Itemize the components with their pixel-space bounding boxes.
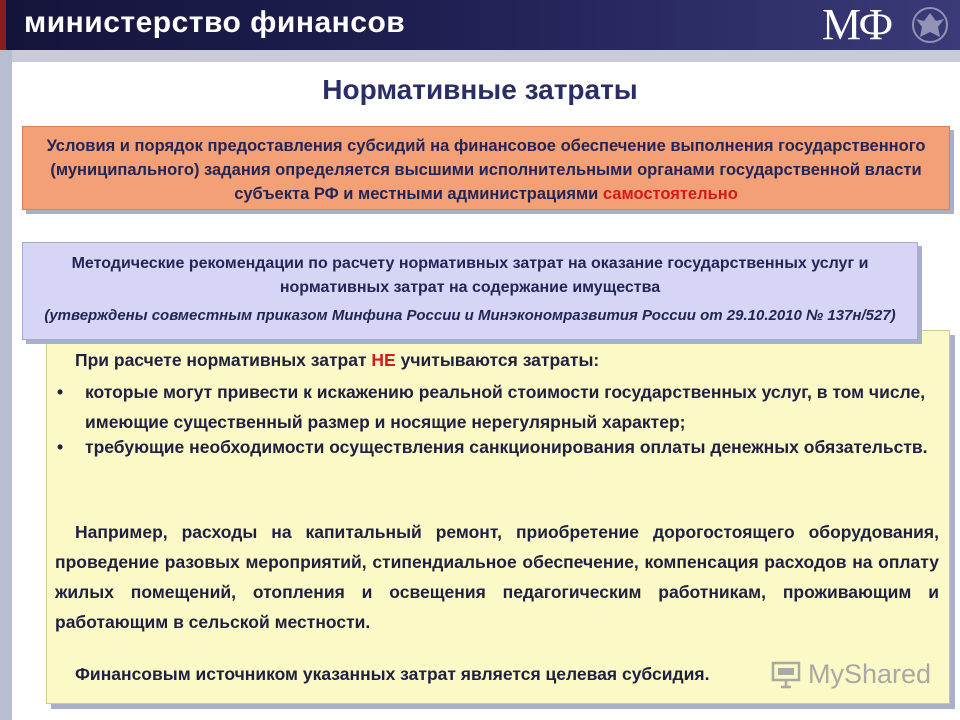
details-box: [46, 330, 950, 704]
header-bar: [0, 0, 960, 50]
header-shadow-band: [0, 50, 960, 62]
list-item: [57, 432, 937, 462]
funding-source-text: Финансовым источником указанных затрат является целевая субсидия.: [75, 664, 710, 684]
list-item: [57, 377, 937, 437]
intro-after: учитываются затраты:: [400, 350, 600, 370]
intro-highlight: НЕ: [371, 350, 396, 370]
example-paragraph: Например, расходы на капитальный ремонт, приобретение дорогостоящего оборудования, проведение разовых мероприятий, стипендиальное обеспечение, компенсация расходов на оплату жилых помещений, отопления и освещения педагогическим работникам, проживающим и работающим в сельской местности.: [55, 522, 939, 632]
conditions-text: Условия и порядок предоставления субсидий на финансовое обеспечение выполнения государственного (муниципального) задания определяется высшими исполнительными органами государственной власти субъекта РФ и местными администрациями: [46, 137, 926, 203]
conditions-highlight: самостоятельно: [602, 185, 738, 203]
watermark-text: MyShared: [808, 659, 932, 689]
bullet-icon: •: [57, 437, 64, 457]
bullet-text: требующие необходимости осуществления санкционирования оплаты денежных обязательств.: [85, 437, 928, 457]
myshared-watermark: [770, 658, 940, 692]
left-decor-bar: [0, 50, 12, 720]
intro-before: При расчете нормативных затрат: [75, 350, 367, 370]
conditions-box: [22, 126, 950, 210]
eagle-emblem-icon: [910, 5, 950, 45]
bullet-text: которые могут привести к искажению реальной стоимости государственных услуг, в том числе, имеющие существенный размер и носящие нерегулярный характер;: [85, 382, 926, 432]
recommendations-note: (утверждены совместным приказом Минфина России и Минэкономразвития России от 29.10.2010 № 137н/527): [44, 307, 896, 324]
page-title: Нормативные затраты: [322, 74, 638, 105]
ministry-title: министерство финансов: [24, 6, 406, 39]
recommendations-text: Методические рекомендации по расчету нормативных затрат на оказание государственных услуг и нормативных затрат на содержание имущества: [71, 255, 869, 296]
bullet-icon: •: [57, 382, 64, 402]
recommendations-box: [22, 242, 918, 340]
header-accent-stripe: [0, 0, 6, 50]
details-intro: [75, 345, 599, 375]
presentation-icon: [770, 658, 802, 690]
logo-text: МФ: [822, 0, 892, 49]
ministry-logo: [822, 0, 950, 49]
